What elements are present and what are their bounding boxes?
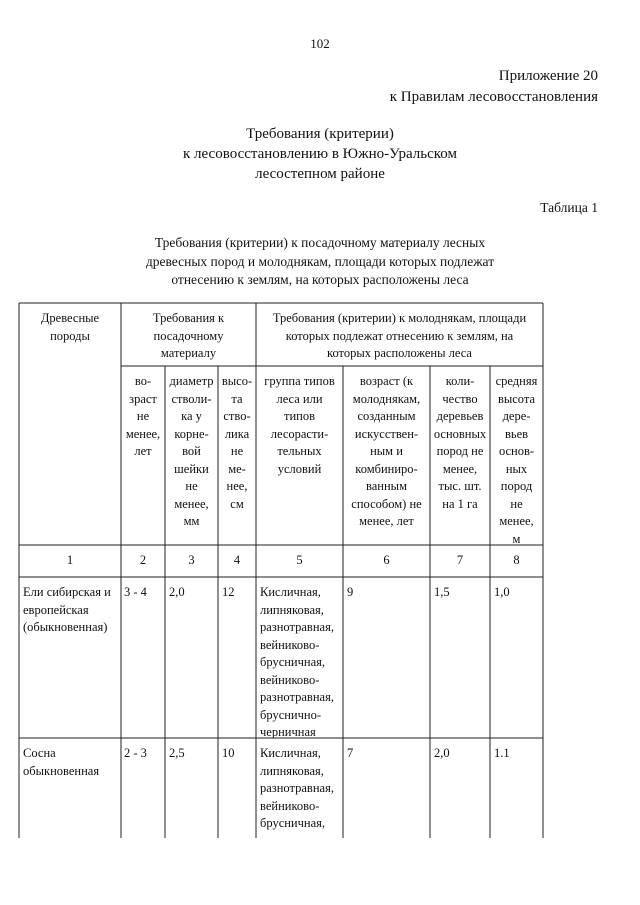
header-text: средняя — [495, 374, 538, 388]
header-text: возраст (к — [359, 374, 414, 388]
cell-text: Ели сибирская и — [23, 585, 111, 599]
header-text: во- — [134, 374, 152, 388]
header-text: менее, — [442, 461, 478, 476]
table-number: Таблица 1 — [540, 200, 598, 215]
young-age-cell: 7 — [347, 746, 354, 760]
header-text: Требования к — [152, 311, 225, 325]
cell-text: Кисличная, — [260, 746, 321, 760]
caption-line-1: Требования (критерии) к посадочному материалу лесных — [154, 235, 486, 250]
title-line-3: лесостепном районе — [255, 166, 385, 182]
header-text: созданным — [357, 409, 416, 423]
header-col-6 — [343, 373, 430, 531]
header-text: мм — [183, 514, 200, 528]
avg-height-cell: 1.1 — [494, 746, 510, 760]
header-text: высота — [497, 391, 536, 406]
young-age-cell: 9 — [347, 585, 354, 599]
cell-text: разнотравная, — [260, 781, 334, 795]
avg-height-cell: 1,0 — [494, 585, 510, 599]
header-col-8 — [490, 373, 543, 548]
header-text: ных — [505, 461, 528, 476]
appendix-line-1: Приложение 20 — [498, 68, 598, 84]
header-text: менее, — [499, 514, 534, 528]
header-text: ным и — [370, 444, 403, 458]
cell-text: липняковая, — [260, 602, 324, 617]
document-title — [0, 124, 640, 184]
header-text: посадочному — [153, 328, 224, 343]
header-text: коли- — [445, 374, 475, 388]
header-text: лет — [134, 444, 152, 458]
appendix-line-2: к Правилам лесовосстановления — [389, 89, 598, 105]
height-cell: 10 — [222, 746, 235, 760]
header-text: чество — [442, 391, 478, 406]
cell-text: (обыкновенная) — [23, 620, 108, 634]
header-text: породы — [50, 328, 90, 343]
header-text: тельных — [277, 444, 322, 458]
table-caption — [0, 234, 640, 290]
header-text: пород — [500, 479, 533, 493]
header-text: корне- — [174, 426, 209, 441]
height-cell: 12 — [222, 585, 235, 599]
header-text: не — [230, 444, 244, 458]
header-text: условий — [277, 461, 322, 476]
header-text: искусствен- — [354, 426, 419, 441]
header-text: менее, — [174, 496, 209, 511]
cell-text: бруснично- — [260, 707, 322, 722]
forest-types-cell — [260, 584, 344, 742]
header-col-3 — [165, 373, 218, 531]
header-text: лесорасти- — [270, 426, 329, 441]
header-text: пород не — [436, 444, 484, 458]
column-number: 7 — [456, 553, 464, 567]
header-text: вой — [182, 444, 201, 458]
cell-text: разнотравная, — [260, 690, 334, 704]
header-text: стволи- — [171, 391, 212, 406]
header-text: материалу — [160, 346, 217, 360]
header-text: основных — [433, 426, 487, 441]
header-text: та — [231, 391, 243, 406]
header-text: диаметр — [169, 374, 214, 388]
header-text: Требования (критерии) к молоднякам, площади — [272, 311, 527, 325]
header-col-2 — [121, 373, 165, 461]
title-line-1: Требования (критерии) — [246, 126, 394, 142]
header-text: не — [510, 496, 523, 511]
header-text: зраст — [129, 391, 157, 406]
count-cell: 1,5 — [434, 585, 450, 599]
header-text: тыс. шт. — [438, 479, 482, 493]
header-text: на 1 га — [442, 496, 478, 511]
cell-text: обыкновенная — [23, 763, 100, 778]
header-col-7 — [430, 373, 490, 513]
header-text: способом) не — [351, 496, 422, 511]
title-line-2: к лесовосстановлению в Южно-Уральском — [183, 146, 457, 162]
header-text: не — [136, 409, 150, 423]
header-text: м — [512, 531, 521, 546]
header-text: основ- — [498, 444, 535, 458]
column-number: 5 — [296, 553, 303, 567]
cell-text: брусничная, — [260, 655, 326, 669]
header-text: леса или — [276, 391, 323, 406]
header-text: ка у — [181, 409, 202, 423]
header-text: группа типов — [264, 374, 335, 388]
diameter-cell: 2,0 — [169, 585, 185, 599]
header-text: нее, — [226, 479, 248, 493]
header-text: высо- — [221, 374, 253, 388]
header-text: комбиниро- — [355, 461, 418, 476]
header-text: которых подлежат отнесению к землям, на — [285, 328, 514, 343]
header-text: типов — [284, 409, 315, 423]
header-text: менее, лет — [359, 514, 414, 528]
column-number: 1 — [66, 553, 74, 567]
column-number: 6 — [383, 553, 390, 567]
header-col-4 — [218, 373, 256, 513]
header-text: см — [230, 496, 244, 511]
cell-text: вейниково- — [260, 798, 320, 813]
header-text: вьев — [504, 426, 529, 441]
cell-text: разнотравная, — [260, 620, 334, 634]
column-number: 4 — [233, 553, 241, 567]
caption-line-2: древесных пород и молоднякам, площади которых подлежат — [145, 253, 495, 269]
forest-types-cell — [260, 745, 344, 833]
count-cell: 2,0 — [434, 746, 450, 760]
header-text: ство- — [223, 409, 251, 423]
diameter-cell: 2,5 — [169, 746, 185, 760]
header-text: менее, — [125, 426, 161, 441]
species-cell — [23, 584, 121, 637]
header-text: не — [185, 479, 198, 493]
cell-text: вейниково- — [260, 672, 320, 687]
column-number: 3 — [188, 553, 195, 567]
cell-text: Кисличная, — [260, 585, 321, 599]
header-young-stands — [258, 310, 541, 363]
cell-text: Сосна — [23, 746, 56, 760]
cell-text: европейская — [23, 602, 89, 617]
cell-text: брусничная, — [260, 816, 326, 830]
cell-text: вейниково- — [260, 637, 320, 652]
header-text: шейки — [174, 461, 209, 476]
age-cell: 2 - 3 — [124, 746, 147, 760]
age-cell: 3 - 4 — [124, 585, 147, 599]
cell-text: липняковая, — [260, 763, 324, 778]
header-col-5 — [256, 373, 343, 478]
caption-line-3: отнесению к землям, на которых расположены леса — [171, 272, 469, 287]
header-text: лика — [224, 426, 250, 441]
column-number: 2 — [139, 553, 147, 567]
header-text: ме- — [228, 461, 246, 476]
cell-text: черничная — [260, 725, 316, 739]
header-text: дере- — [502, 409, 531, 423]
header-text: ванным — [366, 479, 407, 493]
header-text: Древесные — [40, 311, 100, 325]
column-number: 8 — [513, 553, 520, 567]
header-text: деревьев — [436, 409, 484, 423]
header-text: молоднякам, — [352, 391, 421, 406]
header-species — [21, 310, 119, 345]
header-planting-material — [123, 310, 254, 363]
species-cell — [23, 745, 121, 780]
page-number: 102 — [310, 36, 330, 51]
header-text: которых расположены леса — [327, 346, 472, 360]
